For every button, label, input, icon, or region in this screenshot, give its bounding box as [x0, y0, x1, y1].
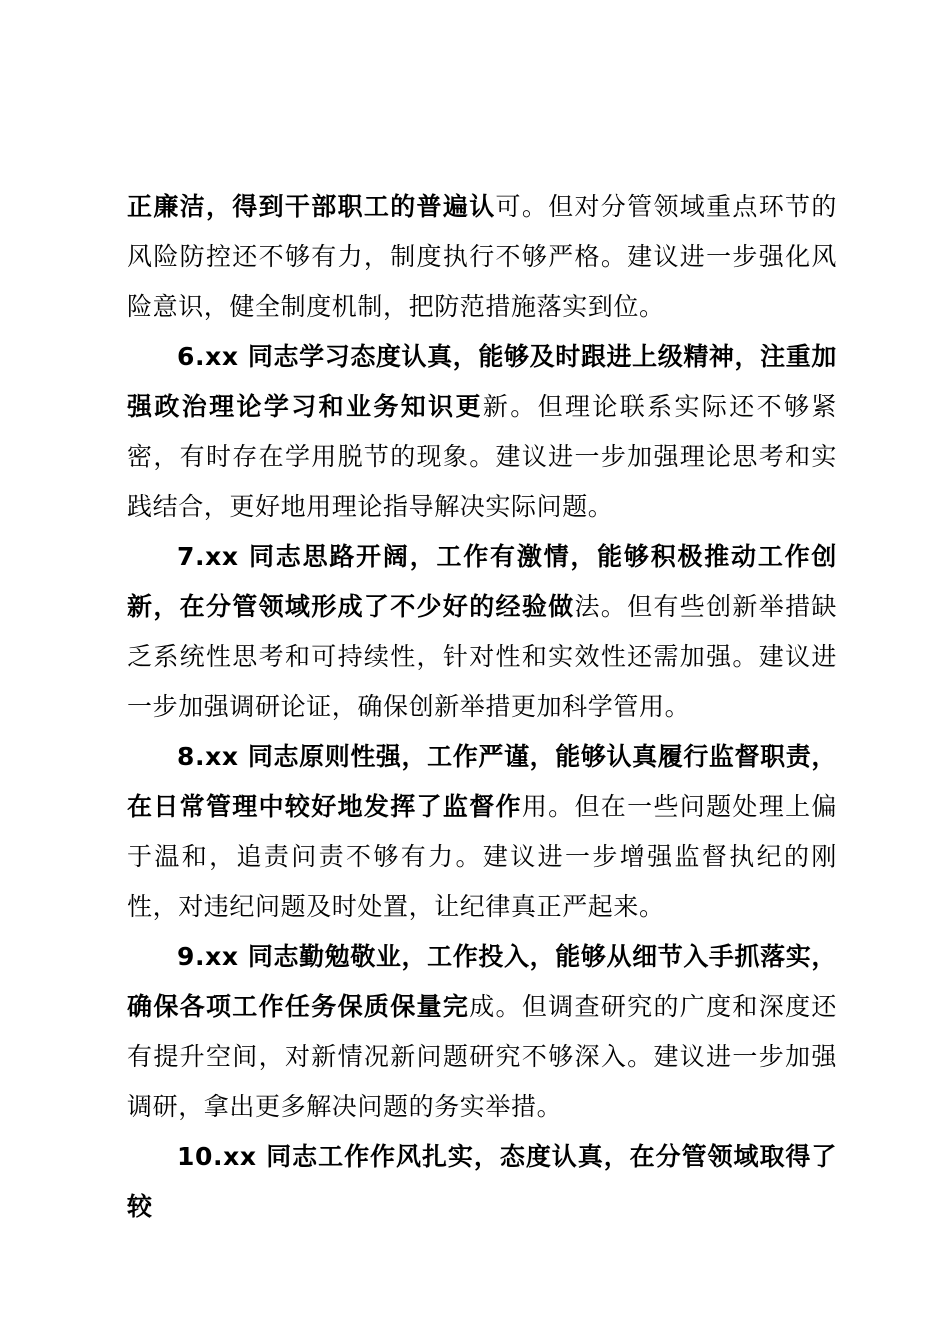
- document-body: [127, 182, 837, 1232]
- paragraph-text: 新。但理论联系实际还不够紧密，有时存在学用脱节的现象。建议进一步加强理论思考和实践结合，更好地用理论指导解决实际问题。: [127, 392, 837, 521]
- paragraph-8: [127, 732, 837, 932]
- paragraph-text: 可。但对分管领域重点环节的风险防控还不够有力，制度执行不够严格。建议进一步强化风险意识，健全制度机制，把防范措施落实到位。: [127, 192, 837, 321]
- paragraph-bold-lead: 7.xx 同志思路开阔，工作有激情，能够积极推动工作创新，在分管领域形成了不少好的经验做: [127, 542, 837, 621]
- paragraph-7: [127, 532, 837, 732]
- paragraph-text: 成。但调查研究的广度和深度还有提升空间，对新情况新问题研究不够深入。建议进一步加强调研，拿出更多解决问题的务实举措。: [127, 992, 837, 1121]
- paragraph-bold-lead: 8.xx 同志原则性强，工作严谨，能够认真履行监督职责，在日常管理中较好地发挥了监督作: [127, 742, 837, 821]
- paragraph-bold-lead: 10.xx 同志工作作风扎实，态度认真，在分管领域取得了较: [127, 1142, 837, 1221]
- paragraph-6: [127, 332, 837, 532]
- paragraph-bold-lead: 6.xx 同志学习态度认真，能够及时跟进上级精神，注重加强政治理论学习和业务知识更: [127, 342, 837, 421]
- paragraph-text: 法。但有些创新举措缺乏系统性思考和可持续性，针对性和实效性还需加强。建议进一步加强调研论证，确保创新举措更加科学管用。: [127, 592, 837, 721]
- paragraph-text: 用。但在一些问题处理上偏于温和，追责问责不够有力。建议进一步增强监督执纪的刚性，对违纪问题及时处置，让纪律真正严起来。: [127, 792, 837, 921]
- paragraph-5-continued: [127, 182, 837, 332]
- paragraph-10: [127, 1132, 837, 1232]
- paragraph-bold-lead: 9.xx 同志勤勉敬业，工作投入，能够从细节入手抓落实，确保各项工作任务保质保量完: [127, 942, 837, 1021]
- paragraph-9: [127, 932, 837, 1132]
- paragraph-bold-lead: 正廉洁，得到干部职工的普遍认: [127, 192, 496, 221]
